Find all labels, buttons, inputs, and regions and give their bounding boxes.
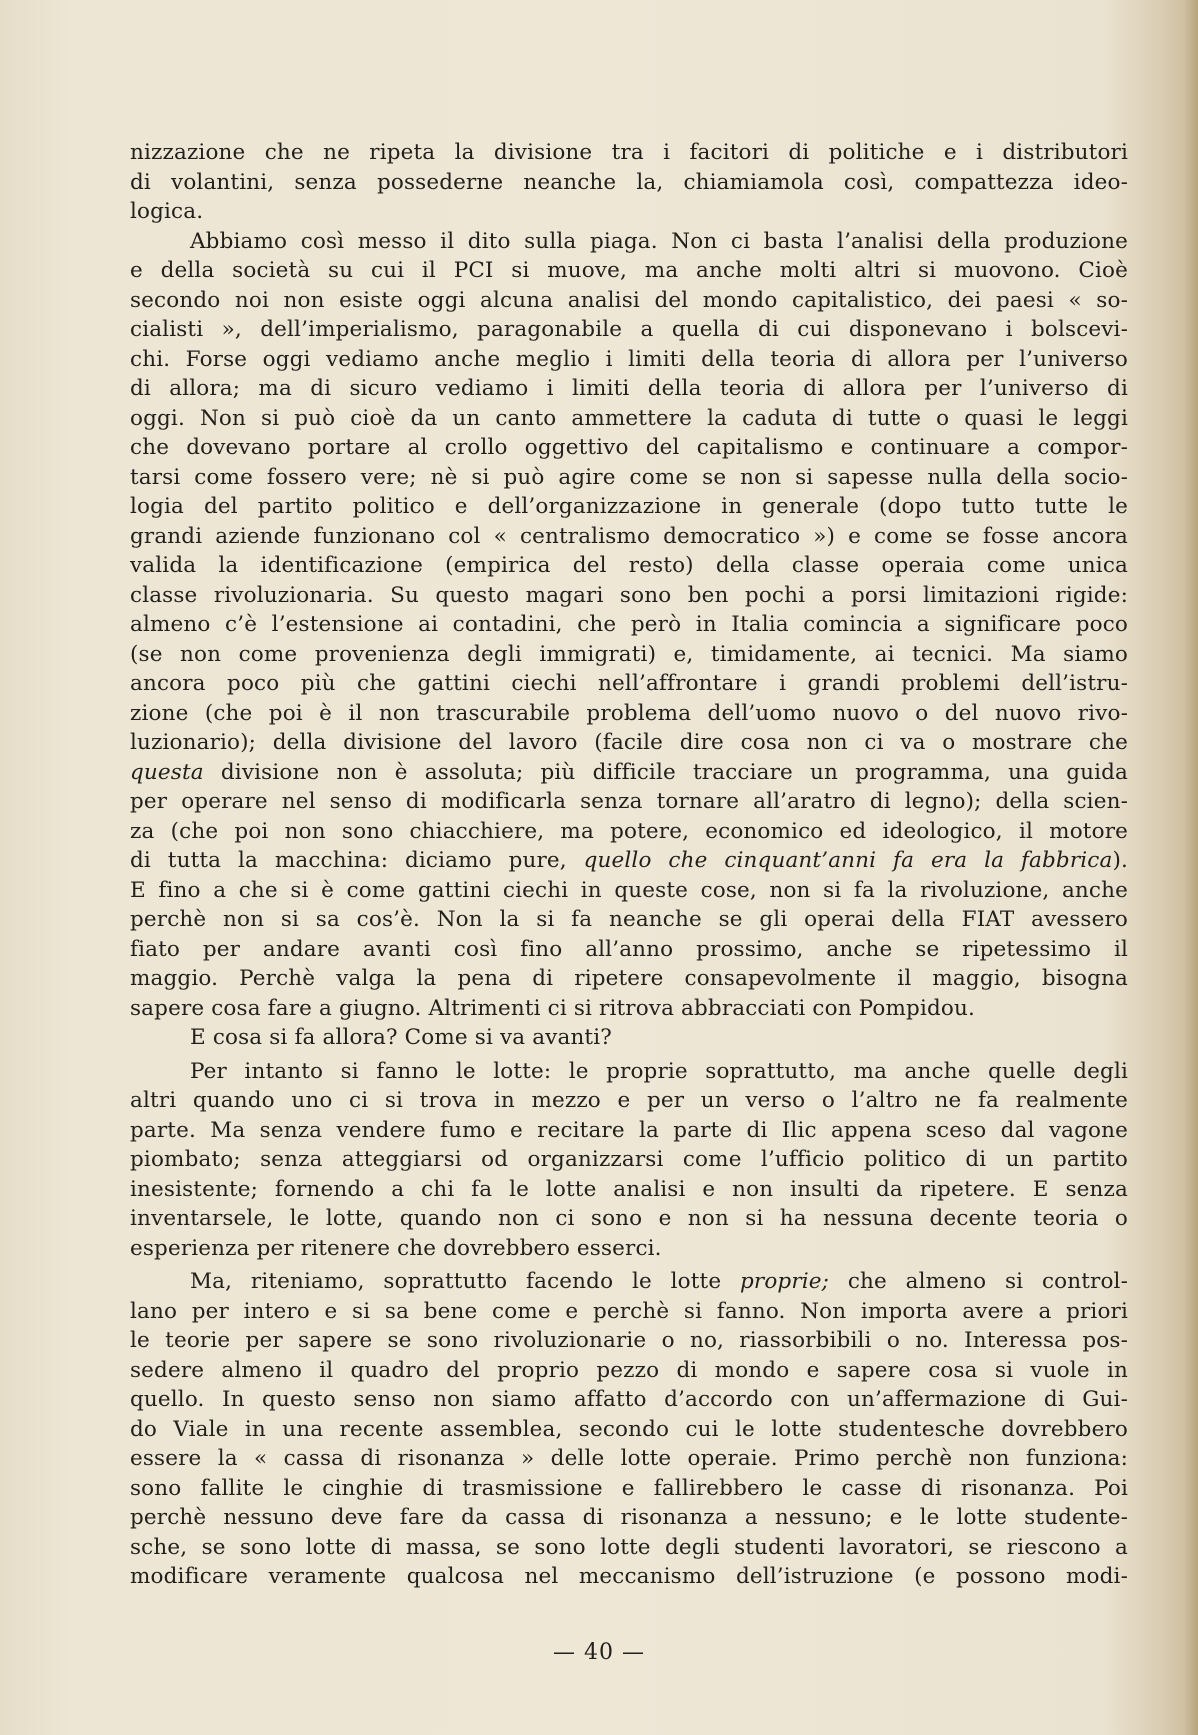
text-line: E cosa si fa allora? Come si va avanti? [190,1025,612,1050]
text-line: parte. Ma senza vendere fumo e recitare la parte di Ilic appena sceso dal vagone [130,1117,1128,1143]
text-line: piombato; senza atteggiarsi od organizzarsi come l’ufficio politico di un partito [130,1147,1128,1172]
text-line: grandi aziende funzionano col « centralismo democratico ») e come se fosse ancora [130,523,1128,549]
text-line: esperienza per ritenere che dovrebbero esserci. [130,1235,662,1261]
text-line: E fino a che si è come gattini ciechi in queste cose, non si fa la rivoluzione, anche [130,877,1128,903]
text-line: tarsi come fossero vere; nè si può agire come se non si sapesse nulla della socio- [130,464,1128,490]
text-line: maggio. Perchè valga la pena di ripetere consapevolmente il maggio, bisogna [130,966,1128,991]
text-line: oggi. Non si può cioè da un canto ammettere la caduta di tutte o quasi le leggi [130,405,1128,431]
text-line: logia del partito politico e dell’organizzazione in generale (dopo tutto tutte le [130,494,1128,519]
text-line: modificare veramente qualcosa nel meccanismo dell’istruzione (e possono modi- [130,1564,1128,1589]
text-line: perchè nessuno deve fare da cassa di risonanza a nessuno; e le lotte studente- [130,1505,1128,1530]
text-line: di allora; ma di sicuro vediamo i limiti della teoria di allora per l’universo di [130,376,1128,401]
text-segment: divisione non è assoluta; più difficile tracciare un programma, una guida [220,759,1129,785]
text-line: do Viale in una recente assemblea, secondo cui le lotte studentesche dovrebbero [130,1416,1128,1442]
text-line: logica. [130,199,204,224]
text-line: lano per intero e si sa bene come e perchè si fanno. Non importa avere a priori [130,1298,1128,1324]
text-line: nizzazione che ne ripeta la divisione tra i facitori di politiche e i distributori [130,140,1128,165]
body-text [130,138,1128,1621]
text-line-mixed [130,846,1128,876]
text-line: inesistente; fornendo a chi fa le lotte analisi e non insulti da ripetere. E senza [130,1176,1128,1202]
text-line: almeno c’è l’estensione ai contadini, che però in Italia comincia a significare poco [130,612,1128,637]
text-line: fiato per andare avanti così fino all’anno prossimo, anche se ripetessimo il [130,936,1128,962]
text-segment: che almeno si control- [829,1269,1128,1294]
text-line: (se non come provenienza degli immigrati) e, timidamente, ai tecnici. Ma siamo [130,641,1128,667]
text-line: classe rivoluzionaria. Su questo magari sono ben pochi a porsi limitazioni rigide: [130,582,1128,608]
text-line-mixed [130,758,1128,788]
text-line: Abbiamo così messo il dito sulla piaga. Non ci basta l’analisi della produzione [190,228,1128,254]
page-edge-shadow [1184,0,1198,1735]
text-line: altri quando uno ci si trova in mezzo e per un verso o l’altro ne fa realmente [130,1088,1128,1113]
emphasis-fabbrica: quello che cinquant’anni fa era la fabbrica [583,848,1113,873]
text-line-mixed [130,1267,1128,1297]
text-line: za (che poi non sono chiacchiere, ma potere, economico ed ideologico, il motore [130,818,1128,844]
text-line: Per intanto si fanno le lotte: le proprie soprattutto, ma anche quelle degli [190,1058,1128,1084]
text-line: e della società su cui il PCI si muove, ma anche molti altri si muovono. Cioè [130,258,1128,283]
text-line: inventarsele, le lotte, quando non ci sono e non si ha nessuna decente teoria o [130,1206,1128,1231]
text-line: per operare nel senso di modificarla senza tornare all’aratro di legno); della scien- [130,789,1128,814]
text-line: sedere almeno il quadro del proprio pezzo di mondo e sapere cosa si vuole in [130,1357,1128,1383]
text-line: secondo noi non esiste oggi alcuna analisi del mondo capitalistico, dei paesi « so- [130,287,1128,313]
text-line: quello. In questo senso non siamo affatto d’accordo con un’affermazione di Gui- [130,1387,1128,1412]
text-line: chi. Forse oggi vediamo anche meglio i limiti della teoria di allora per l’universo [130,346,1128,372]
text-line: valida la identificazione (empirica del resto) della classe operaia come unica [130,553,1128,578]
text-line: che dovevano portare al crollo oggettivo del capitalismo e continuare a compor- [130,435,1128,460]
text-segment: Ma, riteniamo, soprattutto facendo le lotte [190,1269,740,1294]
text-line: cialisti », dell’imperialismo, paragonabile a quella di cui disponevano i bolscevi- [130,317,1128,342]
text-line: sche, se sono lotte di massa, se sono lotte degli studenti lavoratori, se riescono a [130,1534,1128,1560]
text-line: di volantini, senza possederne neanche la, chiamiamola così, compattezza ideo- [130,169,1128,195]
text-line: sono fallite le cinghie di trasmissione e fallirebbero le casse di risonanza. Poi [130,1475,1128,1501]
text-line [130,1592,1128,1622]
text-segment: di tutta la macchina: diciamo pure, [130,848,584,873]
text-line: zione (che poi è il non trascurabile problema dell’uomo nuovo o del nuovo rivo- [130,700,1128,726]
text-line: le teorie per sapere se sono rivoluzionarie o no, riassorbibili o no. Interessa pos- [130,1328,1128,1353]
page-number: — 40 — [553,1640,645,1665]
text-line: essere la « cassa di risonanza » delle lotte operaie. Primo perchè non funziona: [130,1446,1128,1471]
text-line: sapere cosa fare a giugno. Altrimenti ci si ritrova abbracciati con Pompidou. [130,995,975,1021]
text-line: perchè non si sa cos’è. Non la si fa neanche se gli operai della FIAT avessero [130,907,1128,932]
emphasis-proprie: proprie; [739,1269,830,1294]
text-line: ancora poco più che gattini ciechi nell’affrontare i grandi problemi dell’istru- [130,671,1128,696]
emphasis-questa: questa [130,759,204,785]
text-line: luzionario); della divisione del lavoro (facile dire cosa non ci va o mostrare che [130,730,1128,755]
text-segment: ). [1112,848,1128,873]
